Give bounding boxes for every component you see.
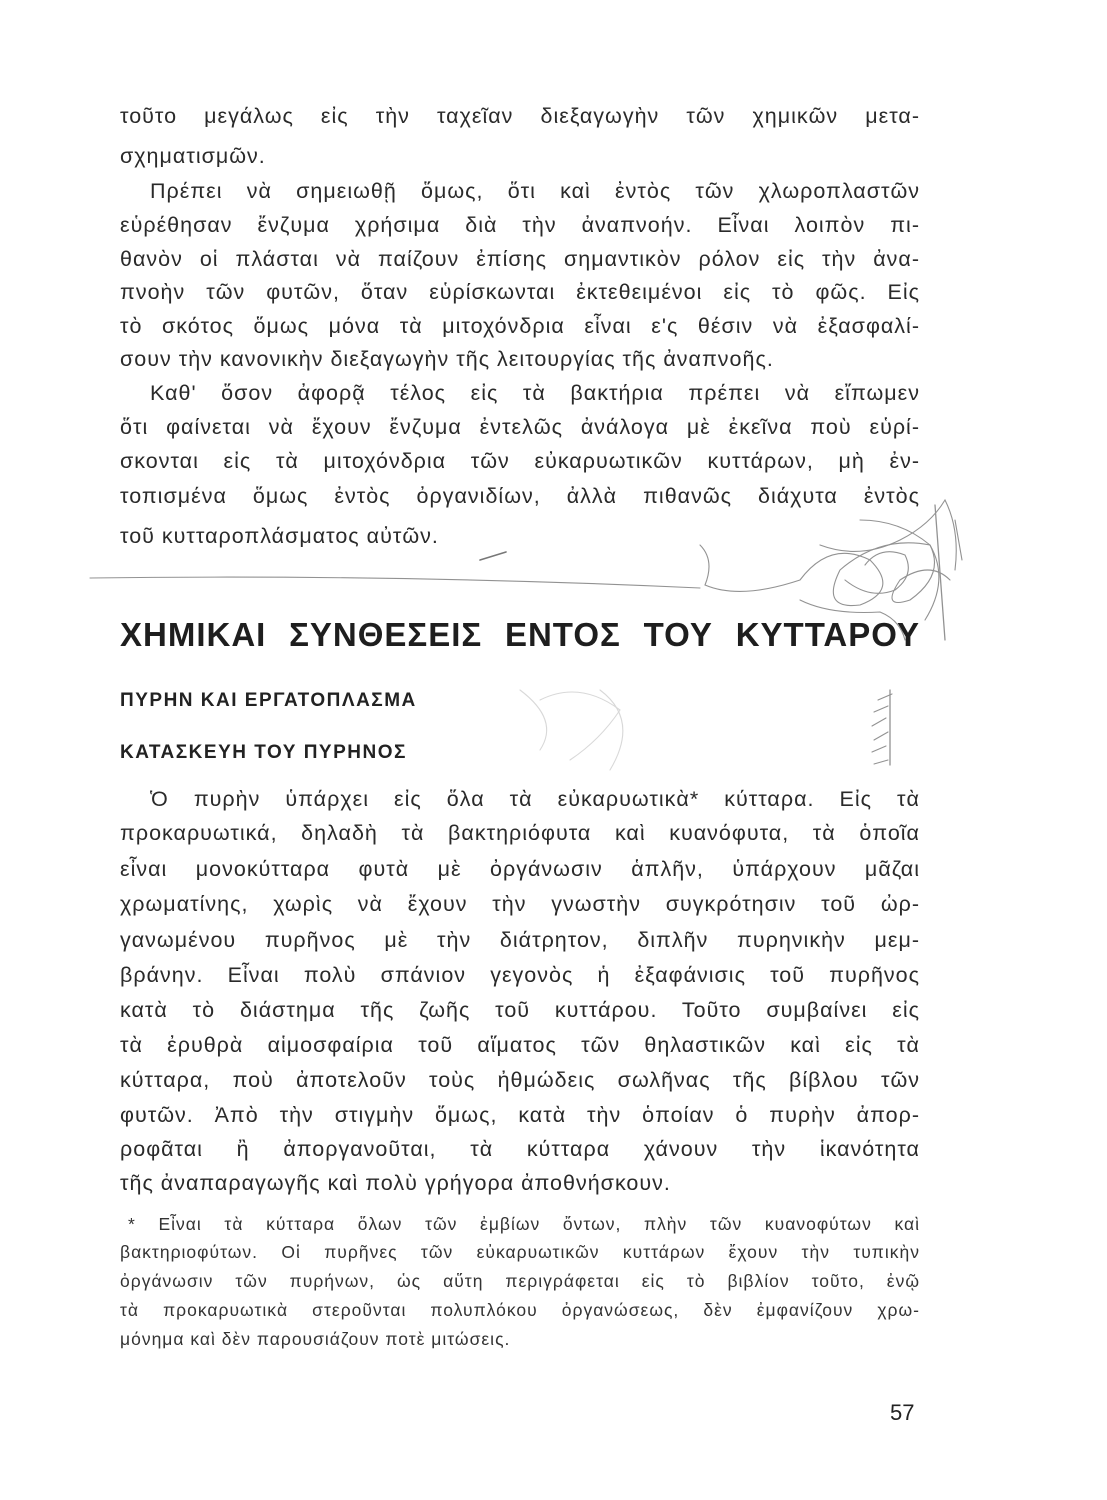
para3-line-2: ὅτι φαίνεται νὰ ἔχουν ἔνζυμα ἐντελῶς ἀνάλογα μὲ ἐκεῖνα ποὺ εὑρί- (120, 415, 920, 439)
para4-line-1: Ὁ πυρὴν ὑπάρχει εἰς ὅλα τὰ εὐκαρυωτικὰ* κύτταρα. Εἰς τὰ (150, 787, 920, 811)
para4-line-3: εἶναι μονοκύτταρα φυτὰ μὲ ὀργάνωσιν ἁπλῆν, ὑπάρχουν μᾶζαι (120, 857, 920, 881)
para4-line-5: γανωμένου πυρῆνος μὲ τὴν διάτρητον, διπλῆν πυρηνικὴν μεμ- (120, 928, 920, 952)
section-heading: ΠΥΡΗΝ ΚΑΙ ΕΡΓΑΤΟΠΛΑΣΜΑ (120, 690, 417, 711)
para4-line-11: ροφᾶται ἢ ἀποργανοῦται, τὰ κύτταρα χάνουν τὴν ἱκανότητα (120, 1137, 920, 1161)
footnote-line-4: τὰ προκαρυωτικὰ στεροῦνται πολυπλόκου ὀργανώσεως, δὲν ἐμφανίζουν χρω- (120, 1300, 920, 1320)
para3-line-4: τοπισμένα ὅμως ἐντὸς ὀργανιδίων, ἀλλὰ πιθανῶς διάχυτα ἐντὸς (120, 484, 920, 508)
para2-line-1: Πρέπει νὰ σημειωθῇ ὅμως, ὅτι καὶ ἐντὸς τῶν χλωροπλαστῶν (150, 179, 920, 203)
para4-line-2: προκαρυωτικά, δηλαδὴ τὰ βακτηριόφυτα καὶ κυανόφυτα, τὰ ὁποῖα (120, 821, 920, 845)
para4-line-12: τῆς ἀναπαραγωγῆς καὶ πολὺ γρήγορα ἀποθνήσκουν. (120, 1171, 671, 1195)
para2-line-4: πνοὴν τῶν φυτῶν, ὅταν εὑρίσκωνται ἐκτεθειμένοι εἰς τὸ φῶς. Εἰς (120, 280, 920, 304)
para2-line-2: εὑρέθησαν ἔνζυμα χρήσιμα διὰ τὴν ἀναπνοήν. Εἶναι λοιπὸν πι- (120, 213, 920, 237)
para2-line-3: θανὸν οἱ πλάσται νὰ παίζουν ἐπίσης σημαντικὸν ρόλον εἰς τὴν ἀνα- (120, 247, 920, 271)
para4-line-9: κύτταρα, ποὺ ἀποτελοῦν τοὺς ἠθμώδεις σωλῆνας τῆς βίβλου τῶν (120, 1068, 920, 1092)
page-number: 57 (890, 1400, 915, 1425)
para3-line-3: σκονται εἰς τὰ μιτοχόνδρια τῶν εὐκαρυωτικῶν κυττάρων, μὴ ἐν- (120, 449, 920, 473)
para4-line-8: τὰ ἐρυθρὰ αἱμοσφαίρια τοῦ αἵματος τῶν θηλαστικῶν καὶ εἰς τὰ (120, 1033, 920, 1057)
para4-line-10: φυτῶν. Ἀπὸ τὴν στιγμὴν ὅμως, κατὰ τὴν ὁποίαν ὁ πυρὴν ἀπορ- (120, 1103, 920, 1127)
footnote-line-1: * Εἶναι τὰ κύτταρα ὅλων τῶν ἐμβίων ὄντων, πλὴν τῶν κυανοφύτων καὶ (128, 1214, 920, 1234)
para3-line-1: Καθ' ὅσον ἀφορᾷ τέλος εἰς τὰ βακτήρια πρέπει νὰ εἴπωμεν (150, 381, 920, 405)
para2-line-6: σουν τὴν κανονικὴν διεξαγωγὴν τῆς λειτουργίας τῆς ἀναπνοῆς. (120, 347, 774, 371)
para4-line-6: βράνην. Εἶναι πολὺ σπάνιον γεγονὸς ἡ ἐξαφάνισις τοῦ πυρῆνος (120, 963, 920, 987)
para3-line-5: τοῦ κυτταροπλάσματος αὐτῶν. (120, 524, 439, 548)
footnote-line-3: ὀργάνωσιν τῶν πυρήνων, ὡς αὕτη περιγράφεται εἰς τὸ βιβλίον τοῦτο, ἐνῷ (120, 1271, 920, 1291)
chapter-heading: ΧΗΜΙΚΑΙ ΣΥΝΘΕΣΕΙΣ ΕΝΤΟΣ ΤΟΥ ΚΥΤΤΑΡΟΥ (120, 616, 920, 653)
para4-line-7: κατὰ τὸ διάστημα τῆς ζωῆς τοῦ κυττάρου. Τοῦτο συμβαίνει εἰς (120, 998, 920, 1022)
footnote-line-2: βακτηριοφύτων. Οἱ πυρῆνες τῶν εὐκαρυωτικῶν κυττάρων ἔχουν τὴν τυπικὴν (120, 1242, 920, 1262)
para2-line-5: τὸ σκότος ὅμως μόνα τὰ μιτοχόνδρια εἶναι ε'ς θέσιν νὰ ἐξασφαλί- (120, 314, 920, 338)
subsection-heading: ΚΑΤΑΣΚΕΥΗ ΤΟΥ ΠΥΡΗΝΟΣ (120, 742, 407, 763)
para4-line-4: χρωματίνης, χωρὶς νὰ ἔχουν τὴν γνωστὴν συγκρότησιν τοῦ ὠρ- (120, 892, 920, 916)
para1-line-1: τοῦτο μεγάλως εἰς τὴν ταχεῖαν διεξαγωγὴν τῶν χημικῶν μετα- (120, 104, 920, 128)
footnote-line-5: μόνημα καὶ δὲν παρουσιάζουν ποτὲ μιτώσεις. (120, 1329, 511, 1349)
para1-line-2: σχηματισμῶν. (120, 144, 266, 168)
